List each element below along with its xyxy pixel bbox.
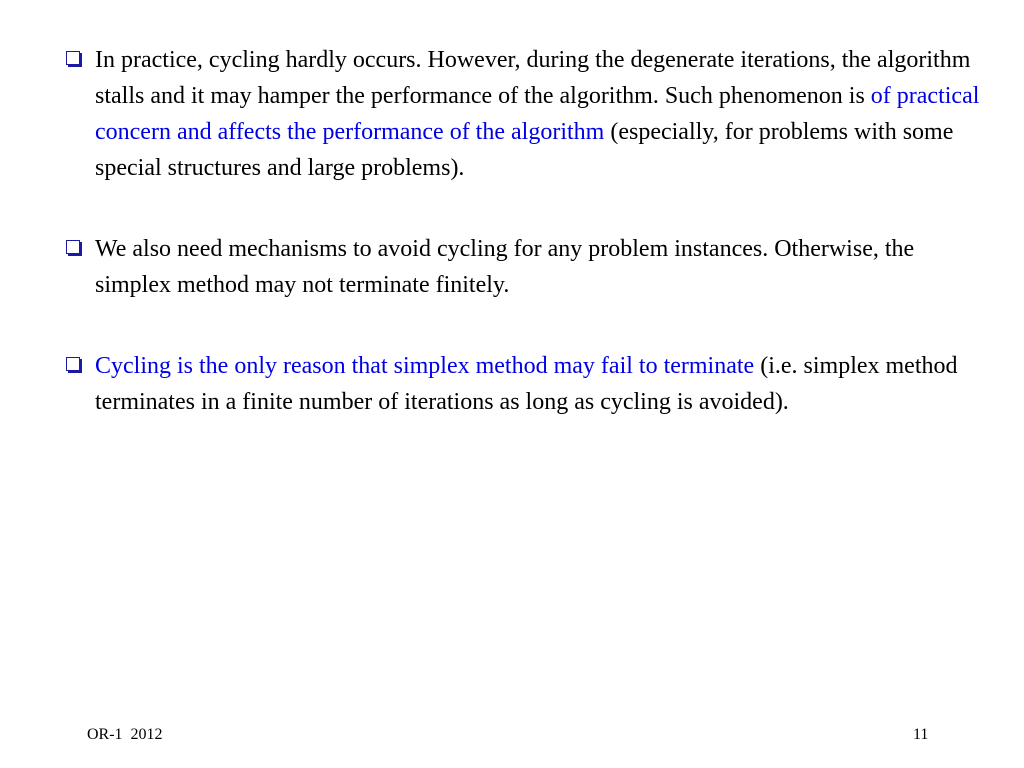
highlighted-text: Cycling is the only reason that simplex method may fail to terminate xyxy=(95,353,755,379)
bullet-text: We also need mechanisms to avoid cycling for any problem instances. Otherwise, the simplex method may not terminate finitely. xyxy=(95,236,915,298)
highlighted-text: of practical concern and affects the performance of the algorithm xyxy=(95,83,980,145)
bullet-text: In practice, cycling hardly occurs. However, during the degenerate iterations, the algorithm stalls and it may hamper the performance of the algorithm. Such phenomenon is xyxy=(95,47,971,109)
bullet-item-avoid-cycling xyxy=(64,231,984,303)
bullet-text-continued: (i.e. simplex method terminates in a finite number of iterations as long as cycling is avoided). xyxy=(95,353,958,415)
checkbox-bullet-icon xyxy=(66,357,80,371)
checkbox-bullet-icon xyxy=(66,51,80,65)
bullet-item-cycling-only-reason xyxy=(64,348,984,420)
footer-page-number: 11 xyxy=(913,726,929,743)
bullet-text-continued: (especially, for problems with some special structures and large problems). xyxy=(95,119,954,181)
bullet-item-degenerate-iterations xyxy=(64,42,984,186)
slide-body xyxy=(64,42,984,420)
checkbox-bullet-icon xyxy=(66,240,80,254)
footer-course-label: OR-1 2012 xyxy=(87,726,163,743)
